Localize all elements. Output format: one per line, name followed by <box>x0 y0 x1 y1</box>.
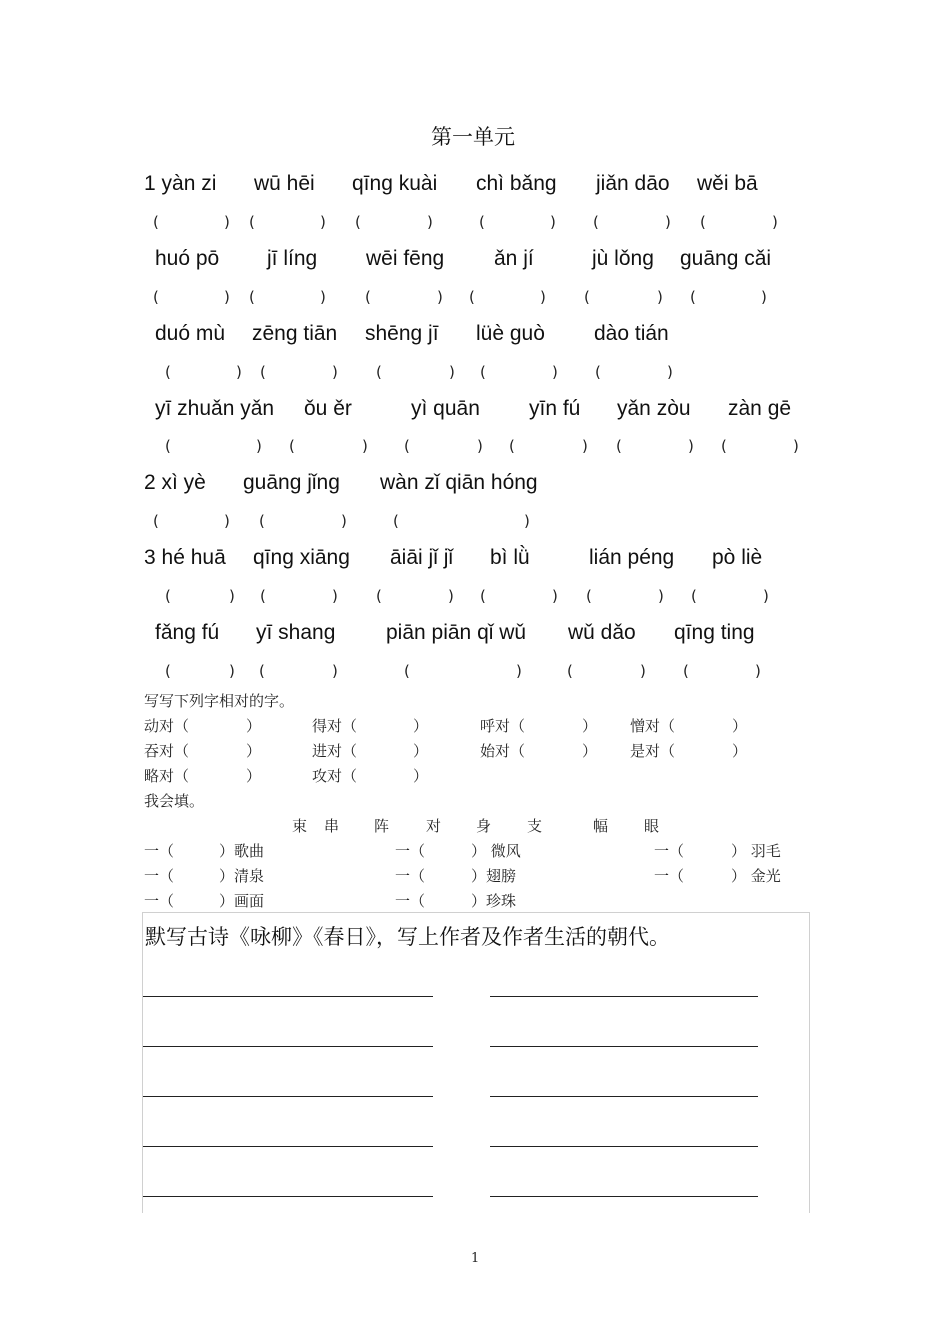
paren-open: ( <box>691 587 697 605</box>
fill-item: ）清泉 <box>219 867 265 885</box>
pinyin-word: zàn gē <box>728 397 792 420</box>
writing-line <box>490 1196 758 1197</box>
word-bank-item: 眼 <box>644 817 660 835</box>
paren-close: ) <box>640 662 646 680</box>
writing-line <box>143 1096 433 1097</box>
paren-close: ) <box>524 512 530 530</box>
fill-item: ）画面 <box>219 892 265 910</box>
fill-prefix: 一（ <box>395 892 426 910</box>
opposite-item-close: ） <box>582 742 598 760</box>
paren-close: ) <box>427 213 433 231</box>
paren-open: ( <box>509 437 515 455</box>
paren-open: ( <box>700 213 706 231</box>
paren-close: ) <box>477 437 483 455</box>
paren-open: ( <box>584 288 590 306</box>
paren-close: ) <box>516 662 522 680</box>
pinyin-word: lián péng <box>589 546 675 569</box>
fill-prefix: 一（ <box>654 842 685 860</box>
pinyin-word: qīng kuài <box>352 172 438 195</box>
paren-open: ( <box>289 437 295 455</box>
fill-prefix: 一（ <box>144 842 175 860</box>
paren-close: ) <box>224 288 230 306</box>
paren-close: ) <box>658 587 664 605</box>
paren-open: ( <box>404 662 410 680</box>
paren-close: ) <box>448 587 454 605</box>
paren-open: ( <box>259 512 265 530</box>
paren-open: ( <box>165 437 171 455</box>
opposites-heading: 写写下列字相对的字。 <box>144 692 295 710</box>
page-title: 第一单元 <box>431 125 515 149</box>
word-bank-item: 幅 <box>593 817 609 835</box>
opposite-item-label: 始对（ <box>480 742 526 760</box>
opposite-item-close: ） <box>246 767 262 785</box>
fill-item: ） 金光 <box>731 867 781 885</box>
opposite-item-label: 进对（ <box>312 742 358 760</box>
paren-close: ) <box>256 437 262 455</box>
pinyin-word: yì quān <box>411 397 480 420</box>
fill-prefix: 一（ <box>654 867 685 885</box>
paren-close: ) <box>763 587 769 605</box>
writing-line <box>490 1146 758 1147</box>
writing-line <box>143 1196 433 1197</box>
word-bank-item: 束 <box>292 817 308 835</box>
pinyin-word: 1 yàn zi <box>144 172 217 195</box>
pinyin-word: yǎn zòu <box>617 397 691 420</box>
paren-close: ) <box>761 288 767 306</box>
opposite-item-label: 攻对（ <box>312 767 358 785</box>
opposite-item-label: 略对（ <box>144 767 190 785</box>
pinyin-word: zēng tiān <box>252 322 338 345</box>
paren-open: ( <box>690 288 696 306</box>
pinyin-word: guāng cǎi <box>680 247 772 270</box>
paren-close: ) <box>552 587 558 605</box>
fill-prefix: 一（ <box>144 892 175 910</box>
paren-open: ( <box>153 512 159 530</box>
writing-line <box>143 1046 433 1047</box>
paren-close: ) <box>552 363 558 381</box>
writing-line <box>490 996 758 997</box>
paren-close: ) <box>688 437 694 455</box>
opposite-item-close: ） <box>732 742 748 760</box>
paren-open: ( <box>595 363 601 381</box>
pinyin-word: jī líng <box>267 247 318 270</box>
paren-open: ( <box>469 288 475 306</box>
fill-prefix: 一（ <box>395 842 426 860</box>
paren-open: ( <box>683 662 689 680</box>
opposite-item-close: ） <box>413 717 429 735</box>
paren-open: ( <box>376 587 382 605</box>
pinyin-word: duó mù <box>155 322 226 345</box>
word-bank-item: 支 <box>527 817 543 835</box>
writing-line <box>143 996 433 997</box>
pinyin-word: shēng jī <box>365 322 439 345</box>
fill-item: ）歌曲 <box>219 842 265 860</box>
fill-item: ） 羽毛 <box>731 842 781 860</box>
paren-close: ) <box>582 437 588 455</box>
paren-close: ) <box>320 288 326 306</box>
opposite-item-label: 呼对（ <box>480 717 526 735</box>
pinyin-word: chì bǎng <box>476 172 557 195</box>
pinyin-word: 2 xì yè <box>144 471 206 494</box>
pinyin-word: jiǎn dāo <box>596 172 670 195</box>
opposite-item-close: ） <box>413 767 429 785</box>
paren-close: ) <box>224 512 230 530</box>
paren-close: ) <box>449 363 455 381</box>
paren-open: ( <box>393 512 399 530</box>
paren-open: ( <box>480 363 486 381</box>
paren-open: ( <box>616 437 622 455</box>
pinyin-word: yī zhuǎn yǎn <box>155 397 275 420</box>
paren-close: ) <box>657 288 663 306</box>
opposite-item-label: 得对（ <box>312 717 358 735</box>
writing-line <box>490 1046 758 1047</box>
pinyin-word: pò liè <box>712 546 763 569</box>
paren-close: ) <box>665 213 671 231</box>
paren-open: ( <box>480 587 486 605</box>
paren-open: ( <box>260 363 266 381</box>
opposite-item-close: ） <box>732 717 748 735</box>
pinyin-word: wěi bā <box>697 172 758 195</box>
fill-prefix: 一（ <box>395 867 426 885</box>
fill-heading: 我会填。 <box>144 792 205 810</box>
paren-open: ( <box>153 288 159 306</box>
paren-close: ) <box>320 213 326 231</box>
paren-close: ) <box>229 587 235 605</box>
paren-close: ) <box>772 213 778 231</box>
paren-close: ) <box>667 363 673 381</box>
fill-item: ）珍珠 <box>471 892 517 910</box>
paren-open: ( <box>586 587 592 605</box>
paren-close: ) <box>236 363 242 381</box>
pinyin-word: guāng jǐng <box>243 471 340 494</box>
paren-open: ( <box>165 587 171 605</box>
opposite-item-close: ） <box>246 742 262 760</box>
opposite-item-close: ） <box>582 717 598 735</box>
pinyin-word: huó pō <box>155 247 220 270</box>
paren-close: ) <box>229 662 235 680</box>
pinyin-word: wēi fēng <box>366 247 445 270</box>
paren-open: ( <box>376 363 382 381</box>
writing-line <box>143 1146 433 1147</box>
paren-close: ) <box>362 437 368 455</box>
pinyin-word: bì lǜ <box>490 546 530 569</box>
paren-close: ) <box>332 662 338 680</box>
pinyin-word: ǎn jí <box>494 247 534 270</box>
paren-open: ( <box>249 213 255 231</box>
pinyin-word: 3 hé huā <box>144 546 226 569</box>
fill-item: ） 微风 <box>471 842 521 860</box>
pinyin-word: fǎng fú <box>155 621 220 644</box>
pinyin-word: wàn zǐ qiān hóng <box>380 471 538 494</box>
pinyin-word: ǒu ěr <box>304 397 352 420</box>
opposite-item-label: 动对（ <box>144 717 190 735</box>
paren-open: ( <box>365 288 371 306</box>
pinyin-word: qīng ting <box>674 621 755 644</box>
pinyin-word: qīng xiāng <box>253 546 350 569</box>
paren-close: ) <box>341 512 347 530</box>
pinyin-word: lüè guò <box>476 322 545 345</box>
paren-close: ) <box>332 363 338 381</box>
paren-open: ( <box>259 662 265 680</box>
paren-open: ( <box>355 213 361 231</box>
fill-item: ）翅膀 <box>471 867 517 885</box>
pinyin-word: yī shang <box>256 621 336 644</box>
paren-close: ) <box>332 587 338 605</box>
pinyin-word: jù lǒng <box>592 247 654 270</box>
word-bank-item: 身 <box>476 817 492 835</box>
pinyin-word: dào tián <box>594 322 669 345</box>
pinyin-word: āiāi jǐ jǐ <box>390 546 454 569</box>
word-bank-item: 串 <box>324 817 340 835</box>
opposite-item-close: ） <box>246 717 262 735</box>
paren-open: ( <box>249 288 255 306</box>
poem-box <box>142 912 810 1213</box>
pinyin-word: wǔ dǎo <box>568 621 636 644</box>
word-bank-item: 对 <box>426 817 442 835</box>
poem-instruction: 默写古诗《咏柳》《春日》，写上作者及作者生活的朝代。 <box>145 925 670 949</box>
paren-open: ( <box>153 213 159 231</box>
paren-open: ( <box>404 437 410 455</box>
paren-close: ) <box>437 288 443 306</box>
paren-open: ( <box>479 213 485 231</box>
paren-open: ( <box>567 662 573 680</box>
paren-open: ( <box>260 587 266 605</box>
pinyin-word: wū hēi <box>254 172 315 195</box>
opposite-item-label: 憎对（ <box>630 717 676 735</box>
paren-open: ( <box>593 213 599 231</box>
opposite-item-label: 吞对（ <box>144 742 190 760</box>
paren-close: ) <box>224 213 230 231</box>
pinyin-word: piān piān qǐ wǔ <box>386 621 527 644</box>
word-bank-item: 阵 <box>374 817 390 835</box>
fill-prefix: 一（ <box>144 867 175 885</box>
paren-close: ) <box>755 662 761 680</box>
paren-open: ( <box>721 437 727 455</box>
opposite-item-close: ） <box>413 742 429 760</box>
opposite-item-label: 是对（ <box>630 742 676 760</box>
pinyin-word: yīn fú <box>529 397 581 420</box>
paren-open: ( <box>165 662 171 680</box>
paren-close: ) <box>550 213 556 231</box>
paren-close: ) <box>540 288 546 306</box>
paren-open: ( <box>165 363 171 381</box>
paren-close: ) <box>793 437 799 455</box>
page-number: 1 <box>471 1251 480 1266</box>
writing-line <box>490 1096 758 1097</box>
